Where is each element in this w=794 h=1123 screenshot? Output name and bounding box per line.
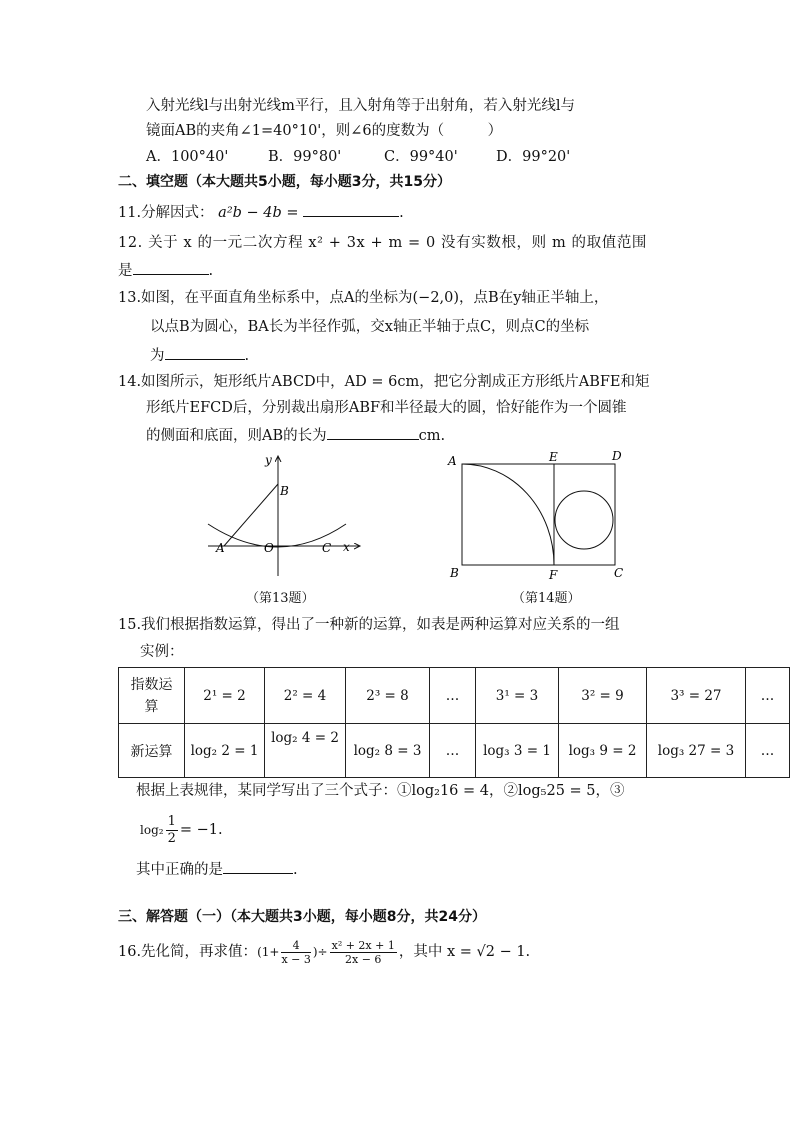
- sector-arc-abf: [462, 464, 554, 565]
- section2-title: 二、填空题（本大题共5小题，每小题3分，共15分）: [118, 174, 451, 190]
- row-header-exponent-line1: 指数运: [130, 676, 173, 693]
- q11-expr: a²b − 4b =: [218, 205, 299, 221]
- table-cell: log₂ 8 = 3: [346, 724, 430, 778]
- q15-expr3: [140, 810, 223, 850]
- label-b: B: [280, 484, 289, 498]
- q10-option-a: A．100°40': [146, 149, 229, 165]
- expr3-fraction: [166, 814, 178, 847]
- q11-num: 11.: [118, 205, 142, 221]
- q15-answer-prefix: 其中正确的是: [136, 862, 223, 878]
- q12-prefix: 是: [118, 263, 133, 279]
- table-cell: …: [746, 668, 790, 724]
- table-cell: log₂ 4 = 2: [265, 724, 346, 778]
- q12-answer-blank[interactable]: [133, 259, 209, 275]
- q15-end: .: [293, 862, 298, 878]
- figure-14: [444, 448, 634, 583]
- table-cell: 2³ = 8: [346, 668, 430, 724]
- figure-13: [200, 448, 370, 578]
- q11-end: .: [399, 205, 404, 221]
- q16-fraction-2: [330, 939, 397, 966]
- label-b: B: [450, 566, 459, 580]
- table-cell: …: [430, 724, 476, 778]
- q16: [118, 932, 530, 972]
- rectangle-abcd: [462, 464, 615, 565]
- operations-table: [118, 667, 790, 778]
- q16-f1-num: 4: [281, 939, 310, 953]
- q14-line3: [146, 424, 445, 446]
- expr3-denominator: 2: [167, 830, 176, 846]
- table-row: [119, 668, 790, 724]
- table-cell: log₃ 27 = 3: [647, 724, 746, 778]
- table-cell: log₃ 3 = 1: [476, 724, 559, 778]
- figure-14-caption: （第14题）: [512, 591, 581, 606]
- label-e: E: [549, 450, 558, 464]
- q10-option-c: C．99°40': [384, 149, 458, 165]
- q16-div: )÷: [312, 945, 328, 959]
- q15-line1: 15.我们根据指数运算，得出了一种新的运算，如表是两种运算对应关系的一组: [118, 617, 620, 633]
- table-cell: …: [746, 724, 790, 778]
- q15-rule-line: 根据上表规律，某同学写出了三个式子：①log₂16 = 4，②log₅25 = 5，③: [136, 783, 625, 799]
- q10-option-d: D．99°20': [496, 149, 571, 165]
- table-cell: …: [430, 668, 476, 724]
- q12-end: .: [208, 263, 214, 279]
- row-header-exponent-line2: 算: [144, 698, 159, 715]
- q10-line2: 镜面AB的夹角∠1=40°10'，则∠6的度数为（ ）: [146, 123, 503, 139]
- expr3-rest: = −1.: [179, 822, 223, 838]
- q16-f2-den: 2x − 6: [345, 952, 382, 966]
- label-d: D: [612, 449, 622, 463]
- q14-line2: 形纸片EFCD后，分别裁出扇形ABF和半径最大的圆，恰好能作为一个圆锥: [146, 400, 627, 416]
- q13-answer-blank[interactable]: [165, 344, 245, 360]
- table-cell: 3³ = 27: [647, 668, 746, 724]
- table-cell: 3² = 9: [559, 668, 647, 724]
- q16-fraction-1: [281, 939, 310, 966]
- label-a: A: [448, 454, 457, 468]
- q13-line3: [150, 344, 249, 366]
- expr3-log: log₂: [140, 823, 164, 837]
- q13-prefix: 为: [150, 348, 165, 364]
- table-cell: 3¹ = 3: [476, 668, 559, 724]
- table-row: [119, 724, 790, 778]
- q16-prefix: 16.先化简，再求值：: [118, 944, 258, 960]
- q14-answer-blank[interactable]: [327, 424, 419, 440]
- label-c: C: [614, 566, 624, 580]
- q16-f1-den: x − 3: [281, 952, 311, 966]
- q14-line1: 14.如图所示，矩形纸片ABCD中，AD = 6cm，把它分割成正方形纸片ABFE和矩: [118, 374, 650, 390]
- q11-text: 分解因式：: [141, 205, 214, 221]
- label-y: y: [265, 453, 272, 467]
- q15-answer-line: [136, 858, 298, 880]
- q10-line1: 入射光线l与出射光线m平行，且入射角等于出射角，若入射光线l与: [146, 98, 576, 114]
- inscribed-circle: [555, 491, 613, 549]
- q16-suffix: ，其中 x = √2 − 1.: [398, 944, 531, 960]
- q16-open: (1+: [257, 945, 280, 959]
- table-cell: 2² = 4: [265, 668, 346, 724]
- q11: [118, 201, 404, 223]
- expr3-numerator: 1: [167, 813, 176, 829]
- table-cell: log₂ 2 = 1: [185, 724, 265, 778]
- q15-answer-blank[interactable]: [223, 858, 293, 874]
- q13-line1: 13.如图，在平面直角坐标系中，点A的坐标为(−2,0)，点B在y轴正半轴上，: [118, 290, 609, 306]
- q14-unit: cm.: [418, 428, 446, 444]
- label-x: x: [343, 540, 350, 554]
- label-a: A: [216, 541, 225, 555]
- section3-title: 三、解答题（一）（本大题共3小题，每小题8分，共24分）: [118, 909, 486, 925]
- row-header-new: 新运算: [119, 724, 185, 778]
- q10-option-b: B．99°80': [268, 149, 342, 165]
- label-c: C: [322, 541, 332, 555]
- q12-line1: 12. 关于 x 的一元二次方程 x² + 3x + m = 0 没有实数根，则 m 的取值范围: [118, 235, 648, 251]
- row-header-exponent: [119, 668, 185, 724]
- q11-answer-blank[interactable]: [303, 201, 399, 217]
- table-cell: log₃ 9 = 2: [559, 724, 647, 778]
- q13-line2: 以点B为圆心，BA长为半径作弧，交x轴正半轴于点C，则点C的坐标: [150, 319, 590, 335]
- label-o: O: [264, 541, 274, 555]
- q14-prefix: 的侧面和底面，则AB的长为: [146, 428, 327, 444]
- q12-line2: [118, 259, 213, 281]
- table-cell: 2¹ = 2: [185, 668, 265, 724]
- q16-f2-num: x² + 2x + 1: [331, 938, 395, 952]
- label-f: F: [549, 568, 558, 582]
- figure-13-caption: （第13题）: [246, 591, 315, 606]
- q15-line2: 实例：: [140, 644, 184, 660]
- q13-end: .: [244, 348, 250, 364]
